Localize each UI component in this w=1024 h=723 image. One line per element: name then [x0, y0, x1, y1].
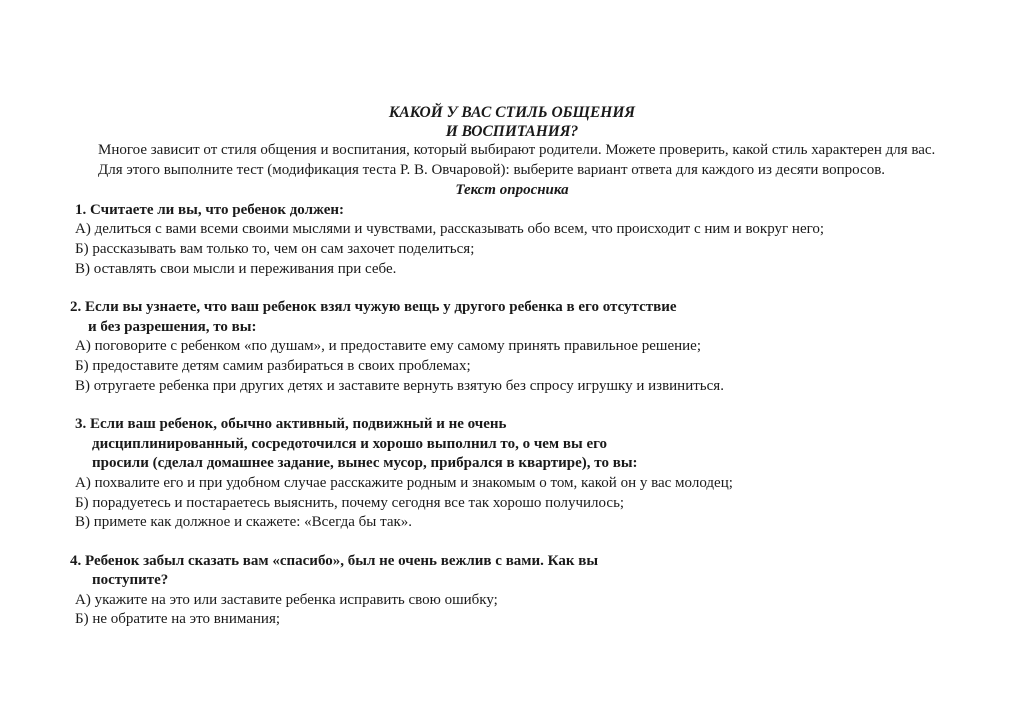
spacer	[68, 396, 956, 415]
title-line-2: И ВОСПИТАНИЯ?	[445, 123, 579, 140]
question-2	[68, 298, 956, 396]
answer-option: А) похвалите его и при удобном случае расскажите родным и знакомым о том, какой он у вас молодец;	[75, 474, 733, 491]
answer-option: В) примете как должное и скажете: «Всегда бы так».	[75, 514, 413, 531]
spacer	[68, 533, 956, 552]
question-line: просили (сделал домашнее задание, вынес мусор, прибрался в квартире), то вы:	[92, 455, 638, 472]
question-1	[68, 201, 956, 279]
answer-option: Б) рассказывать вам только то, чем он сам захочет поделиться;	[75, 240, 475, 257]
answer-option: А) поговорите с ребенком «по душам», и предоставите ему самому принять правильное решение;	[75, 338, 701, 355]
question-line: 1. Считаете ли вы, что ребенок должен:	[75, 201, 344, 218]
question-line: 2. Если вы узнаете, что ваш ребенок взял чужую вещь у другого ребенка в его отсутствие	[70, 299, 677, 316]
question-line: дисциплинированный, сосредоточился и хорошо выполнил то, о чем вы его	[92, 435, 608, 452]
question-line: поступите?	[92, 572, 169, 589]
document-page	[68, 103, 956, 630]
answer-option: Б) предоставите детям самим разбираться в своих проблемах;	[75, 357, 471, 374]
answer-option: Б) порадуетесь и постараетесь выяснить, почему сегодня все так хорошо получилось;	[75, 494, 625, 511]
question-2-text	[68, 298, 956, 337]
answer-option: Б) не обратите на это внимания;	[75, 611, 281, 628]
answer-option: В) оставлять свои мысли и переживания при себе.	[75, 260, 397, 277]
question-line: 3. Если ваш ребенок, обычно активный, подвижный и не очень	[75, 416, 507, 433]
title-line-1: КАКОЙ У ВАС СТИЛЬ ОБЩЕНИЯ	[388, 104, 636, 121]
spacer	[68, 279, 956, 298]
document-title	[68, 103, 956, 141]
question-3	[68, 415, 956, 533]
questionnaire-subtitle: Текст опросника	[455, 182, 569, 199]
question-line: и без разрешения, то вы:	[88, 318, 257, 335]
answer-option: А) делиться с вами всеми своими мыслями и чувствами, рассказывать обо всем, что происходит с ним и вокруг него;	[75, 221, 825, 238]
answer-option: В) отругаете ребенка при других детях и заставите вернуть взятую без спросу игрушку и извиниться.	[75, 377, 724, 394]
question-4	[68, 552, 956, 630]
question-line: 4. Ребенок забыл сказать вам «спасибо», был не очень вежлив с вами. Как вы	[70, 552, 599, 569]
intro-paragraph-1: Многое зависит от стиля общения и воспитания, который выбирают родители. Можете проверить, какой стиль характерен для вас.	[98, 142, 936, 158]
intro-paragraph-2: Для этого выполните тест (модификация теста Р. В. Овчаровой): выберите вариант ответа для каждого из десяти вопросов.	[98, 161, 886, 178]
question-1-text	[68, 201, 956, 221]
answer-option: А) укажите на это или заставите ребенка исправить свою ошибку;	[75, 591, 498, 608]
question-3-text	[68, 415, 956, 474]
question-4-text	[68, 552, 956, 591]
